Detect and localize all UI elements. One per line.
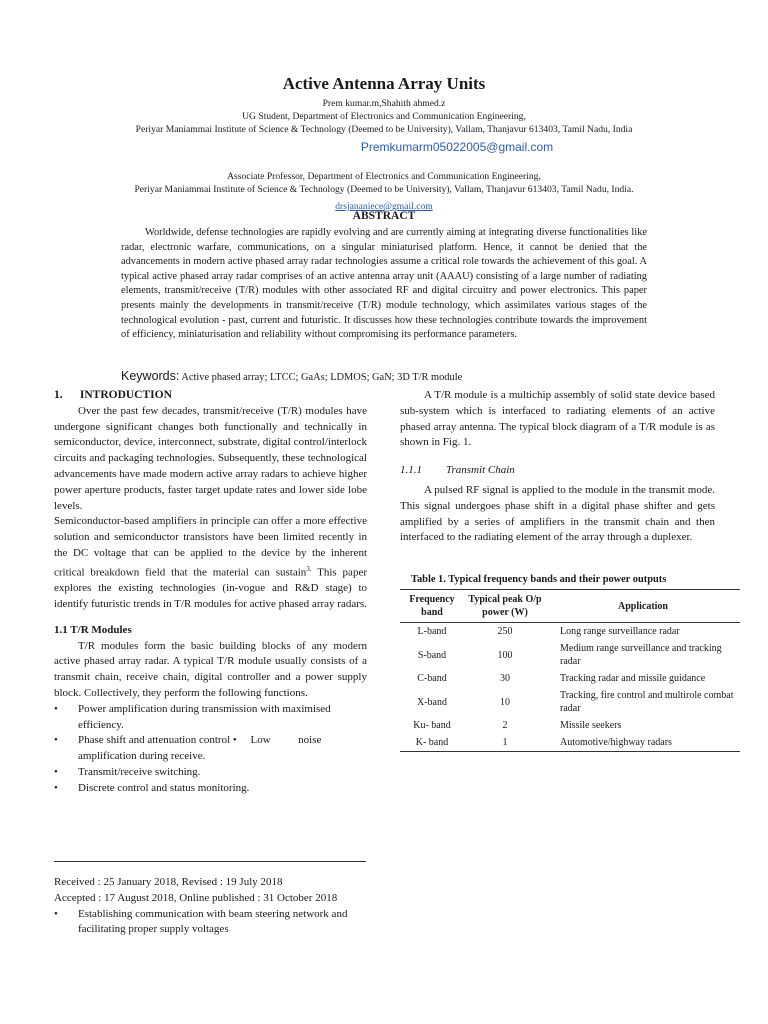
tr-modules-heading: 1.1 T/R Modules: [54, 623, 132, 636]
list-item: • Phase shift and attenuation control • Low noise amplification during receive.: [54, 733, 367, 765]
transmit-chain-paragraph: A pulsed RF signal is applied to the module in the transmit mode. This signal undergoes phase shift in a digital phase shifter and gets amplified by a series of amplifiers in the transmit chain and then interfaced to the radiating element of the array through a duplexer.: [400, 483, 715, 544]
accepted-date: Accepted : 17 August 2018, Online published : 31 October 2018: [54, 891, 338, 904]
intro-paragraph-2: Semiconductor-based amplifiers in principle can offer a more effective solution and semiconductor transistors have been limited recently in the DC voltage that can be applied to the device by the inherent critical breakdown field that the material can sustain$^{3.}$ This paper explores the existing technologies (in-vogue and R&D stage) to identify futuristic trends in T/R modules for active phased array radars.: [54, 515, 367, 611]
footnote-block: [54, 875, 367, 938]
table-row: K- band 1 Automotive/highway radars: [400, 734, 740, 752]
table-row: S-band 100 Medium range surveillance and tracking radar: [417, 643, 722, 667]
author-email-link[interactable]: Premkumarm05022005@gmail.com: [360, 140, 554, 154]
paper-title: Active Antenna Array Units: [282, 74, 486, 93]
authors: Prem kumar.m,Shahith ahmed.z: [322, 98, 446, 109]
left-column: [54, 388, 367, 797]
advisor-email-link[interactable]: drsjananiece@gmail.com: [335, 201, 433, 212]
footnote-divider: [54, 861, 366, 862]
received-date: Received : 25 January 2018, Revised : 19 July 2018: [54, 876, 283, 888]
abstract-text: Worldwide, defense technologies are rapidly evolving and are currently aiming at integrating diverse functionalities like radar, electronic warfare, communications, on a singular miniaturised platform. Hence, it cannot be denied that the advancements in modern active phased array radar technologies assume a critical role towards the achievement of this goal. A typical active phased array radar comprises of an active antenna array unit (AAAU) consisting of a large number of radiating elements, transmit/receive (T/R) modules with other associated RF and digital circuitry and power electronics. This paper presents mainly the developments in transmit/receive (T/R) module technology, which assimilates various stages of the technological evolution - past, current and futuristic. It discusses how these technologies contribute towards the improvement of efficiency, miniaturisation and reliability without compromising its performance parameters.: [121, 227, 647, 341]
transmit-chain-heading: 1.1.1 Transmit Chain: [400, 464, 515, 477]
table-row: X-band 10 Tracking, fire control and multirole combat radar: [417, 690, 734, 714]
keywords-line: [121, 369, 462, 383]
column-header: Application: [617, 600, 668, 612]
frequency-bands-table: [400, 589, 740, 752]
table-row: L-band 250 Long range surveillance radar: [417, 626, 680, 637]
column-header: Typical peak O/p power (W): [468, 594, 542, 618]
keywords-list: Active phased array; LTCC; GaAs; LDMOS; GaN; 3D T/R module: [181, 372, 463, 383]
tr-module-paragraph: A T/R module is a multichip assembly of solid state device based sub-system which is interfaced to radiating elements of an active phased array antenna. The typical block diagram of a T/R module is as shown in Fig. 1.: [400, 389, 715, 449]
abstract-heading: ABSTRACT: [352, 210, 416, 222]
affiliation1-line2: Periyar Maniammai Institute of Science & Technology (Deemed to be University), Vallam, Thanjavur 613403, Tamil Nadu, India: [135, 124, 633, 135]
affiliation2-line2: Periyar Maniammai Institute of Science & Technology (Deemed to be University), Vallam, Thanjavur 613403, Tamil Nadu, India.: [134, 184, 634, 195]
tr-modules-paragraph: T/R modules form the basic building blocks of any modern active phased array radar. A typical T/R module usually consists of a transmit chain, receive chain, digital controller and a power supply block. Collectively, they perform the following functions.: [54, 639, 367, 699]
affiliation1-line1: UG Student, Department of Electronics and Communication Engineering,: [242, 111, 526, 122]
list-item: • Power amplification during transmission with maximised efficiency.: [54, 702, 367, 734]
right-column: [400, 388, 715, 546]
list-item: • Discrete control and status monitoring.: [54, 781, 367, 797]
table-caption: Table 1. Typical frequency bands and their power outputs: [411, 574, 667, 585]
table-header-row: [400, 590, 740, 623]
affiliation2-line1: Associate Professor, Department of Electronics and Communication Engineering,: [227, 171, 541, 182]
table-row: C-band 30 Tracking radar and missile guidance: [417, 673, 706, 684]
list-item: • Establishing communication with beam steering network and facilitating proper supply voltages: [54, 907, 367, 939]
introduction-heading: 1. INTRODUCTION: [54, 389, 172, 401]
intro-paragraph-1: Over the past few decades, transmit/receive (T/R) modules have undergone significant changes both functionally and technically in semiconductor, device, interconnect, substrate, digital control/interlock circuits and packaging technologies. Subsequently, these technological advancements have made modern active array radars to achieve higher power aperture products, faster target update rates and lower side lobe levels.: [54, 404, 367, 512]
functions-list: [54, 702, 367, 797]
table-row: Ku- band 2 Missile seekers: [413, 720, 622, 731]
list-item: • Transmit/receive switching.: [54, 765, 367, 781]
column-header: Frequency band: [409, 594, 455, 618]
keywords-label: Keywords:: [121, 369, 180, 383]
